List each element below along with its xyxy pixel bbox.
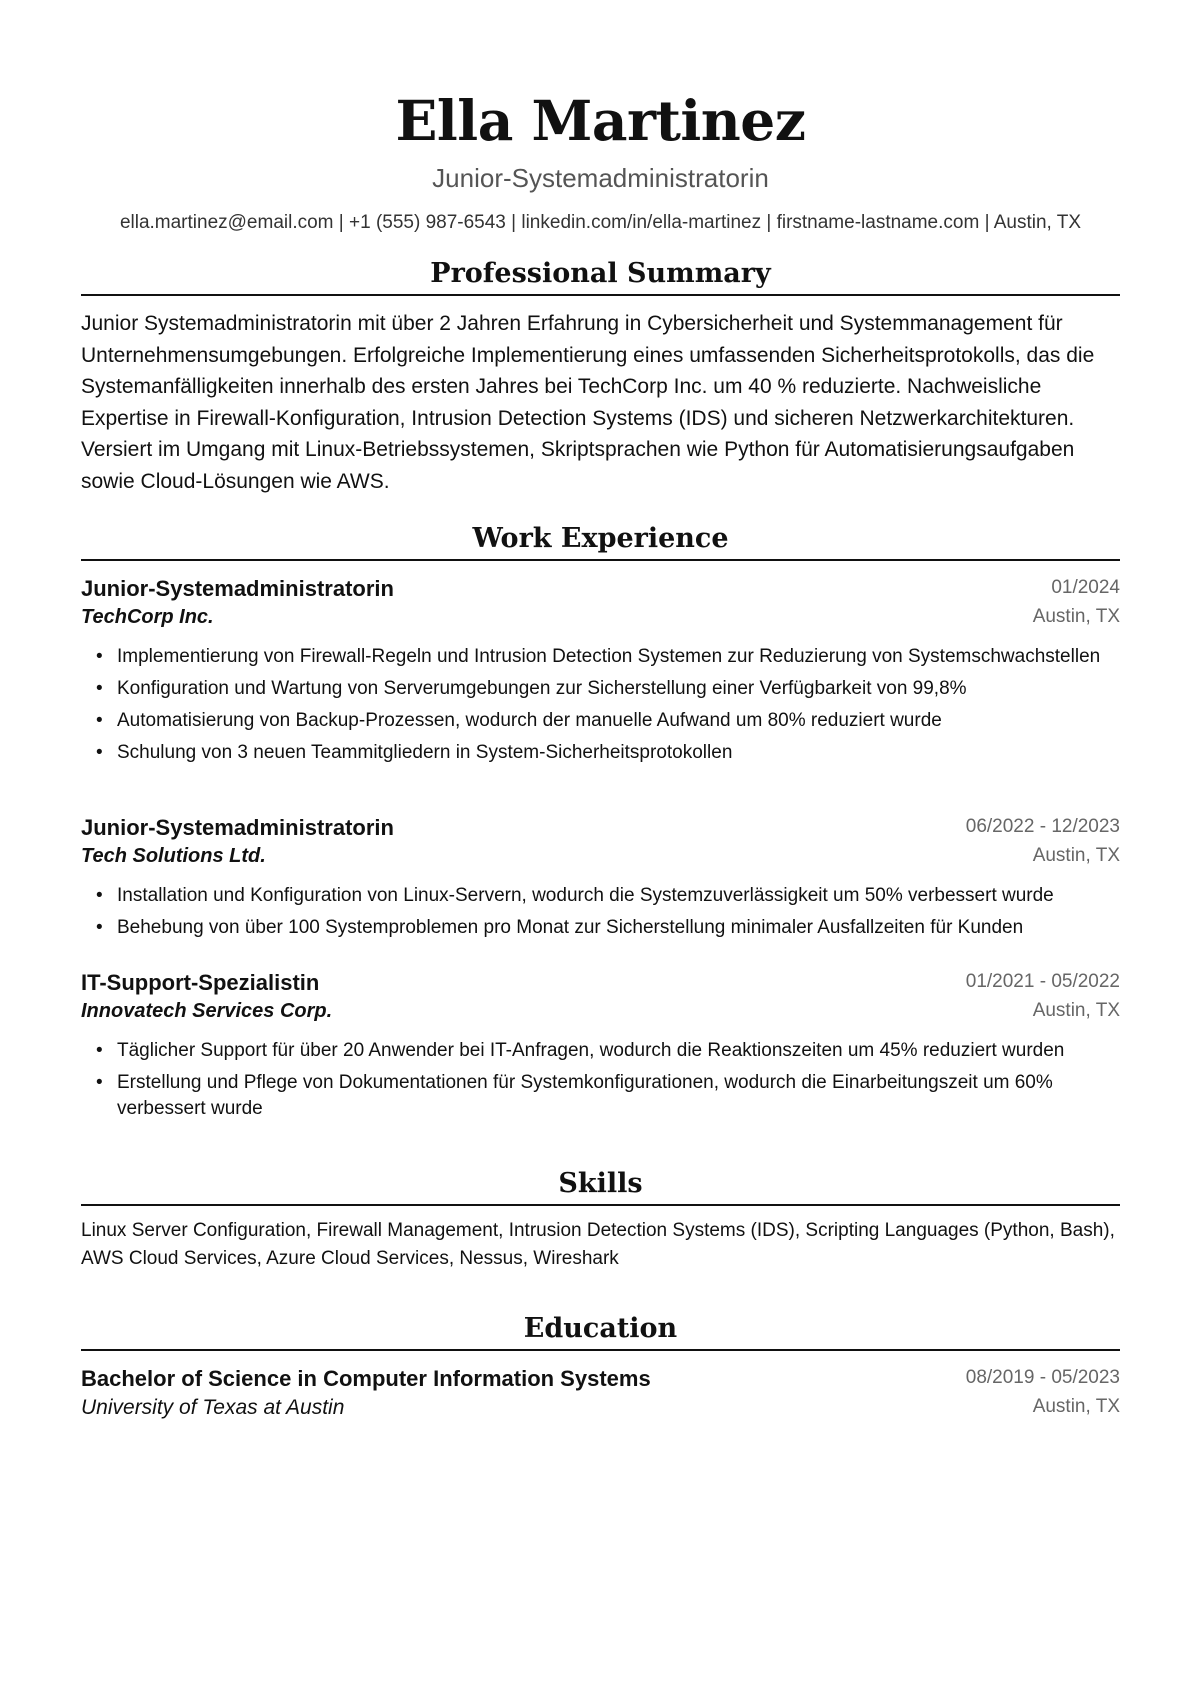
- job-title: Junior-Systemadministratorin: [81, 576, 394, 601]
- section-divider: [81, 559, 1120, 561]
- education-entry: [81, 1366, 1120, 1426]
- job-date: 06/2022 - 12/2023: [965, 816, 1120, 837]
- education-date: 08/2019 - 05/2023: [965, 1367, 1120, 1388]
- bullet-item: • Installation und Konfiguration von Linux-Servern, wodurch die Systemzuverlässigkeit um 50% verbessert wurde: [81, 883, 1120, 909]
- bullet-item: • Implementierung von Firewall-Regeln und Intrusion Detection Systemen zur Reduzierung von Systemschwachstellen: [81, 644, 1120, 670]
- section-heading-experience: Work Experience: [472, 523, 729, 554]
- job-location: Austin, TX: [1032, 845, 1120, 866]
- section-divider: [81, 1349, 1120, 1351]
- job-entry: [81, 815, 1120, 947]
- job-entry: [81, 970, 1120, 1128]
- bullet-item: • Erstellung und Pflege von Dokumentationen für Systemkonfigurationen, wodurch die Einarbeitungszeit um 60% verbessert wurde: [81, 1070, 1120, 1122]
- section-divider: [81, 1204, 1120, 1206]
- skills-text: Linux Server Configuration, Firewall Management, Intrusion Detection Systems (IDS), Scripting Languages (Python, Bash), AWS Cloud Services, Azure Cloud Services, Nessus, Wireshark: [81, 1220, 1115, 1269]
- section-heading-skills: Skills: [558, 1168, 643, 1199]
- job-entry: [81, 576, 1120, 772]
- education-location: Austin, TX: [1032, 1396, 1120, 1417]
- section-divider: [81, 294, 1120, 296]
- job-bullets: [81, 883, 1120, 941]
- section-heading-education: Education: [523, 1313, 678, 1344]
- bullet-item: • Schulung von 3 neuen Teammitgliedern in System-Sicherheitsprotokollen: [81, 740, 1120, 766]
- job-date: 01/2024: [1051, 577, 1120, 598]
- degree-title: Bachelor of Science in Computer Information Systems: [81, 1366, 651, 1391]
- job-title: Junior-Systemadministratorin: [81, 815, 394, 840]
- job-bullets: [81, 644, 1120, 766]
- candidate-name: Ella Martinez: [395, 88, 806, 153]
- contact-line: ella.martinez@email.com | +1 (555) 987-6543 | linkedin.com/in/ella-martinez | firstname-lastname.com | Austin, TX: [119, 212, 1082, 233]
- bullet-item: • Automatisierung von Backup-Prozessen, wodurch der manuelle Aufwand um 80% reduziert wurde: [81, 708, 1120, 734]
- bullet-item: • Konfiguration und Wartung von Serverumgebungen zur Sicherstellung einer Verfügbarkeit von 99,8%: [81, 676, 1120, 702]
- job-location: Austin, TX: [1032, 1000, 1120, 1021]
- job-company: TechCorp Inc.: [81, 606, 214, 628]
- job-company: Innovatech Services Corp.: [81, 1000, 333, 1022]
- candidate-title: Junior-Systemadministratorin: [432, 163, 769, 193]
- job-date: 01/2021 - 05/2022: [965, 971, 1120, 992]
- summary-text: Junior Systemadministratorin mit über 2 Jahren Erfahrung in Cybersicherheit und Systemmanagement für Unternehmensumgebungen. Erfolgreiche Implementierung eines umfassenden Sicherheitsprotokolls, das die Systemanfälligkeiten innerhalb des ersten Jahres bei TechCorp Inc. um 40 % reduzierte. Nachweisliche Expertise in Firewall-Konfiguration, Intrusion Detection Systems (IDS) und sicheren Netzwerkarchitekturen. Versiert im Umgang mit Linux-Betriebssystemen, Skriptsprachen wie Python für Automatisierungsaufgaben sowie Cloud-Lösungen wie AWS.: [81, 312, 1095, 493]
- bullet-item: • Behebung von über 100 Systemproblemen pro Monat zur Sicherstellung minimaler Ausfallzeiten für Kunden: [81, 915, 1120, 941]
- school-name: University of Texas at Austin: [81, 1396, 345, 1419]
- job-title: IT-Support-Spezialistin: [81, 970, 320, 995]
- job-company: Tech Solutions Ltd.: [81, 845, 266, 867]
- job-location: Austin, TX: [1032, 606, 1120, 627]
- job-bullets: [81, 1038, 1120, 1122]
- bullet-item: • Täglicher Support für über 20 Anwender bei IT-Anfragen, wodurch die Reaktionszeiten um 45% reduziert wurden: [81, 1038, 1120, 1064]
- section-heading-summary: Professional Summary: [430, 258, 771, 289]
